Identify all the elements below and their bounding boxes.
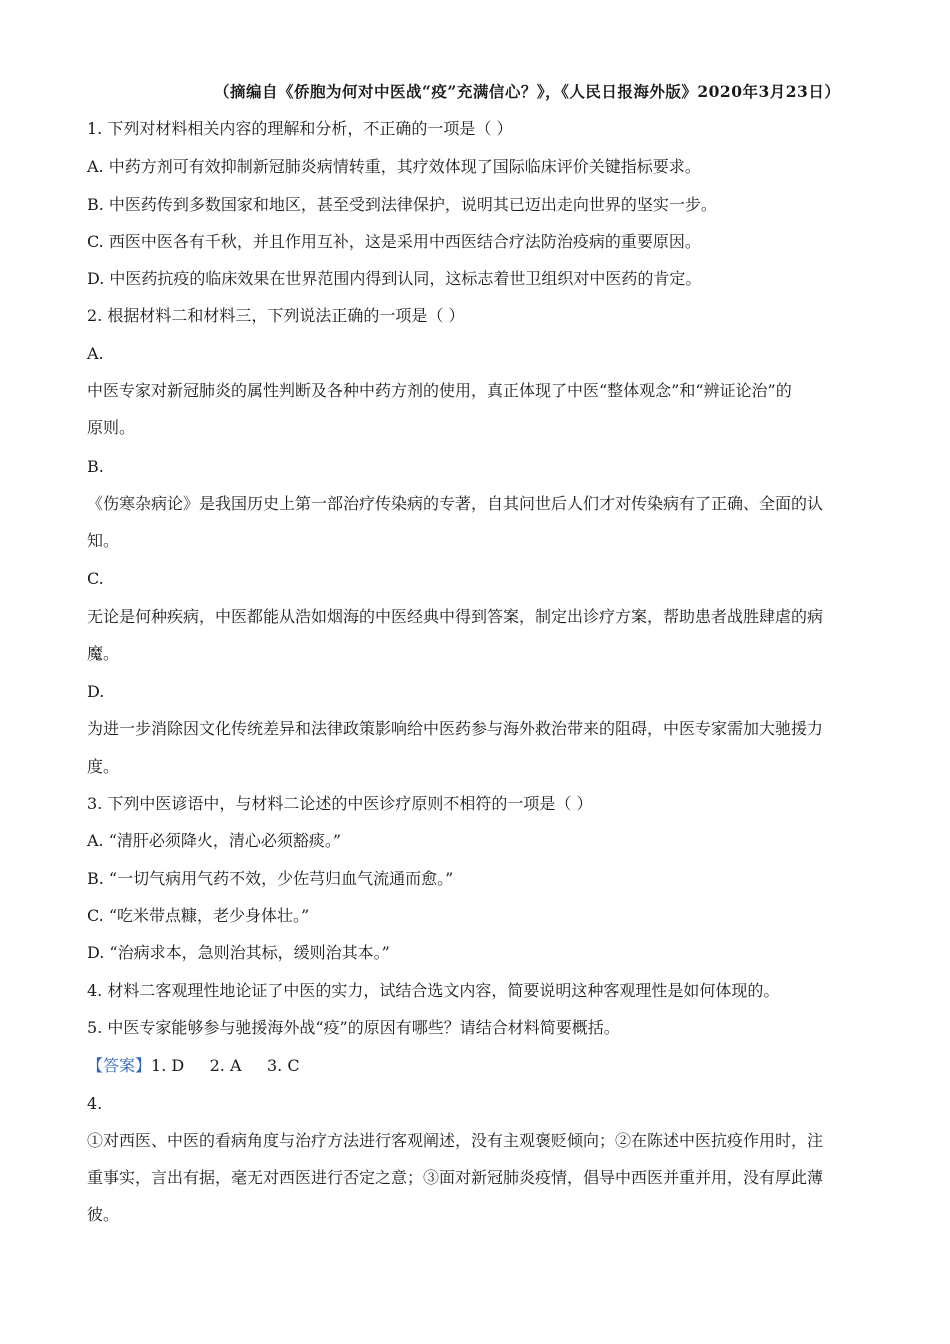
q2-option-c-text-line2: 魔。 [87, 644, 120, 663]
q5-stem: 5. 中医专家能够参与驰援海外战“疫”的原因有哪些？请结合材料简要概括。 [87, 1018, 620, 1037]
q3-option-b: B. “一切气病用气药不效，少佐芎归血气流通而愈。” [87, 869, 454, 888]
q2-option-a-text-line1: 中医专家对新冠肺炎的属性判断及各种中药方剂的使用，真正体现了中医“整体观念”和“辨证论治”的 [87, 381, 792, 400]
q3-stem: 3. 下列中医谚语中，与材料二论述的中医诊疗原则不相符的一项是（ ） [87, 794, 593, 813]
source-citation: （摘编自《侨胞为何对中医战“疫”充满信心？》，《人民日报海外版》2020年3月23日） [214, 82, 841, 101]
q2-option-b-label: B. [87, 457, 104, 476]
q1-option-b: B. 中医药传到多数国家和地区，甚至受到法律保护，说明其已迈出走向世界的坚实一步。 [87, 195, 717, 214]
q2-option-b-text-line2: 知。 [87, 531, 120, 550]
q2-option-d-text-line2: 度。 [87, 757, 120, 776]
q1-option-c: C. 西医中医各有千秋，并且作用互补，这是采用中西医结合疗法防治疫病的重要原因。 [87, 232, 701, 251]
answer-line [87, 1055, 867, 1077]
q2-option-d-text-line1: 为进一步消除因文化传统差异和法律政策影响给中医药参与海外救治带来的阻碍，中医专家需加大驰援力 [87, 719, 824, 738]
q2-stem: 2. 根据材料二和材料三，下列说法正确的一项是（ ） [87, 306, 465, 325]
q2-option-a-text-line2: 原则。 [87, 418, 136, 437]
answer-4-line2: 重事实，言出有据，毫无对西医进行否定之意；③面对新冠肺炎疫情，倡导中西医并重并用，没有厚此薄 [87, 1168, 824, 1187]
q1-option-d: D. 中医药抗疫的临床效果在世界范围内得到认同，这标志着世卫组织对中医药的肯定。 [87, 269, 702, 288]
answer-choices: 1. D 2. A 3. C [151, 1056, 300, 1075]
q4-stem: 4. 材料二客观理性地论证了中医的实力，试结合选文内容，简要说明这种客观理性是如何体现的。 [87, 981, 780, 1000]
q3-option-d: D. “治病求本，急则治其标，缓则治其本。” [87, 943, 390, 962]
answer-4-line3: 彼。 [87, 1205, 120, 1224]
q2-option-c-label: C. [87, 569, 104, 588]
q2-option-b-text-line1: 《伤寒杂病论》是我国历史上第一部治疗传染病的专著，自其问世后人们才对传染病有了正确、全面的认 [87, 494, 824, 513]
q2-option-c-text-line1: 无论是何种疾病，中医都能从浩如烟海的中医经典中得到答案，制定出诊疗方案，帮助患者战胜肆虐的病 [87, 607, 824, 626]
q2-option-a-label: A. [87, 344, 104, 363]
q1-option-a: A. 中药方剂可有效抑制新冠肺炎病情转重，其疗效体现了国际临床评价关键指标要求。 [87, 157, 701, 176]
q3-option-a: A. “清肝必须降火，清心必须豁痰。” [87, 831, 342, 850]
q3-option-c: C. “吃米带点糠，老少身体壮。” [87, 906, 310, 925]
answer-tag: 【答案】 [87, 1056, 152, 1075]
answer-4-line1: ①对西医、中医的看病角度与治疗方法进行客观阐述，没有主观褒贬倾向；②在陈述中医抗疫作用时，注 [87, 1131, 824, 1150]
answer-4-label: 4. [87, 1094, 103, 1113]
q1-stem: 1. 下列对材料相关内容的理解和分析，不正确的一项是（ ） [87, 119, 513, 138]
q2-option-d-label: D. [87, 682, 105, 701]
